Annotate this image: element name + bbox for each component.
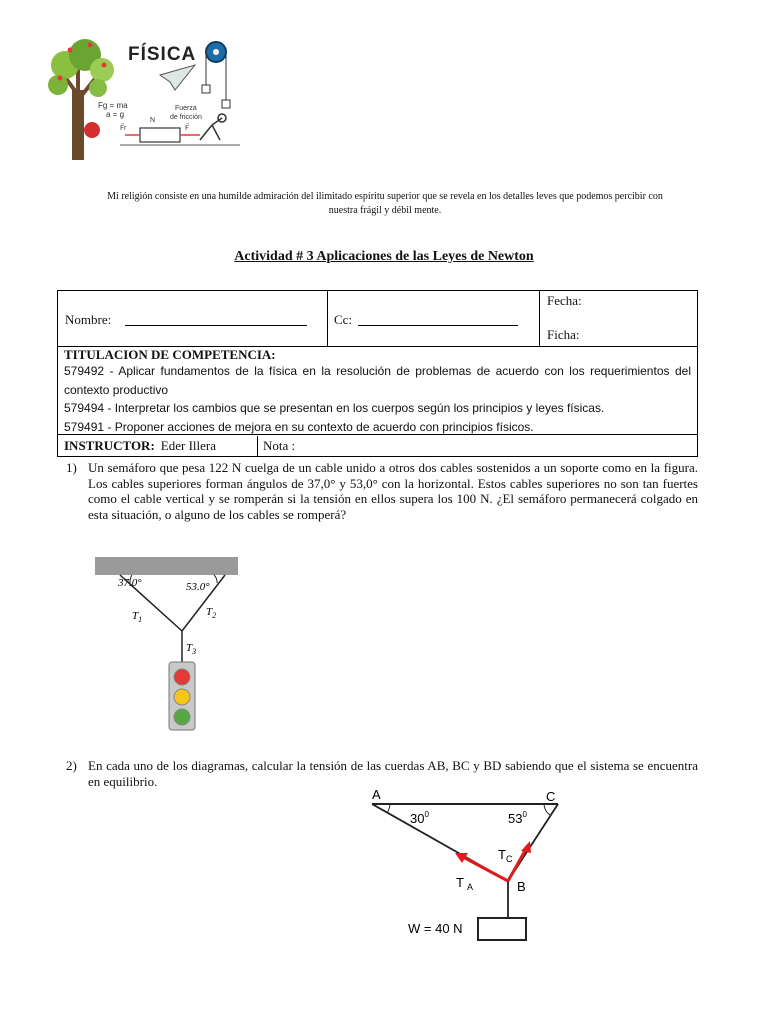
info-row	[58, 291, 697, 347]
student-info-table	[57, 290, 698, 457]
physics-logo	[40, 30, 250, 160]
competencia-item: 579494 - Interpretar los cambios que se presentan en los cuerpos según los principios y leyes físicas.	[64, 401, 605, 415]
angle-c-label: $53^0$	[508, 810, 527, 826]
point-b-label: B	[517, 879, 526, 894]
logo-normal-label: N	[150, 117, 156, 124]
logo-force-left: F⃗r	[120, 125, 127, 132]
logo-formula-1: Fg = ma	[98, 101, 128, 110]
competencia-heading: TITULACION DE COMPETENCIA:	[64, 347, 276, 362]
angle-right-label: 53.0°	[186, 581, 210, 593]
logo-force-right: F⃗	[185, 125, 190, 132]
weight-label: W = 40 N	[408, 921, 463, 936]
fecha-ficha-cell	[540, 291, 697, 346]
angle-a-label: $30^0$	[410, 810, 429, 826]
traffic-light-figure	[90, 555, 250, 735]
ficha-label: Ficha:	[547, 327, 580, 342]
logo-formula-2: a = g	[106, 110, 125, 119]
t1-label: $T_1$	[132, 610, 143, 624]
instructor	[64, 438, 216, 454]
cc-label: Cc:	[334, 312, 353, 327]
page-title: Actividad # 3 Aplicaciones de las Leyes de Newton	[234, 249, 534, 264]
cc-field[interactable]	[358, 313, 518, 326]
quote-line-2: nuestra frágil y débil mente.	[328, 205, 442, 216]
point-a-label: A	[372, 787, 381, 802]
fecha-label: Fecha:	[547, 293, 582, 308]
nota-label: Nota :	[263, 438, 296, 453]
quote-line-1: Mi religión consiste en una humilde admiración del ilimitado espíritu superior que se revela en los detalles leves que podemos percibir con	[107, 191, 663, 202]
pulley-icon	[202, 42, 230, 108]
logo-friction-2: de fricción	[170, 114, 202, 121]
t2-label: $T_2$	[206, 606, 217, 620]
block-icon	[140, 128, 180, 142]
divider	[257, 436, 258, 456]
instructor-row	[58, 436, 697, 456]
point-c-label: C	[546, 789, 556, 804]
tc-label: $T_C$	[498, 847, 513, 864]
problem-number: 1)	[66, 460, 77, 475]
logo-title: FÍSICA	[128, 44, 197, 65]
logo-friction-1: Fuerza	[175, 105, 197, 112]
problem-number: 2)	[66, 758, 77, 773]
ceiling-support	[95, 557, 238, 575]
angle-left-label: 37.0°	[118, 577, 142, 589]
problem-text: Un semáforo que pesa 122 N cuelga de un cable unido a otros dos cables sostenidos a un soporte como en la figura. Los cables superiores forman ángulos de 37,0° y 53,0° con la horizontal. Estos cables superiores no son tan fuertes como el cable vertical y se romperán si la tensión en ellos supera los 100 N. ¿El semáforo permanecerá colgado en esta situación, o alguno de los cables se romperá?	[88, 460, 698, 522]
apple-icon	[84, 122, 100, 138]
nombre-field[interactable]	[125, 313, 307, 326]
tree-icon	[48, 39, 114, 160]
nombre-label: Nombre:	[65, 312, 112, 327]
tension-c-arrowhead	[521, 841, 531, 853]
competencias-cell	[58, 347, 697, 435]
instructor-name: Eder Illera	[160, 438, 216, 453]
paper-plane-icon	[160, 65, 195, 90]
t3-label: $T_3$	[186, 642, 197, 656]
instructor-label: INSTRUCTOR:	[64, 438, 155, 453]
competencia-item: 579492 - Aplicar fundamentos de la física en la resolución de problemas de acuerdo con los requerimientos del contexto productivo	[64, 364, 691, 397]
tension-diagram	[360, 785, 570, 955]
cc-cell	[328, 291, 540, 346]
competencia-item: 579491 - Proponer acciones de mejora en su contexto de acuerdo con principios físicos.	[64, 419, 534, 434]
person-pushing-icon	[200, 114, 226, 140]
ta-label: T $_A$	[456, 875, 473, 892]
quote	[60, 190, 710, 218]
weight-block	[478, 918, 526, 940]
problem-text: En cada uno de los diagramas, calcular la tensión de las cuerdas AB, BC y BD sabiendo que el sistema se encuentra en equilibrio.	[88, 758, 698, 789]
nombre-cell	[58, 291, 328, 346]
traffic-light-icon	[169, 662, 195, 730]
